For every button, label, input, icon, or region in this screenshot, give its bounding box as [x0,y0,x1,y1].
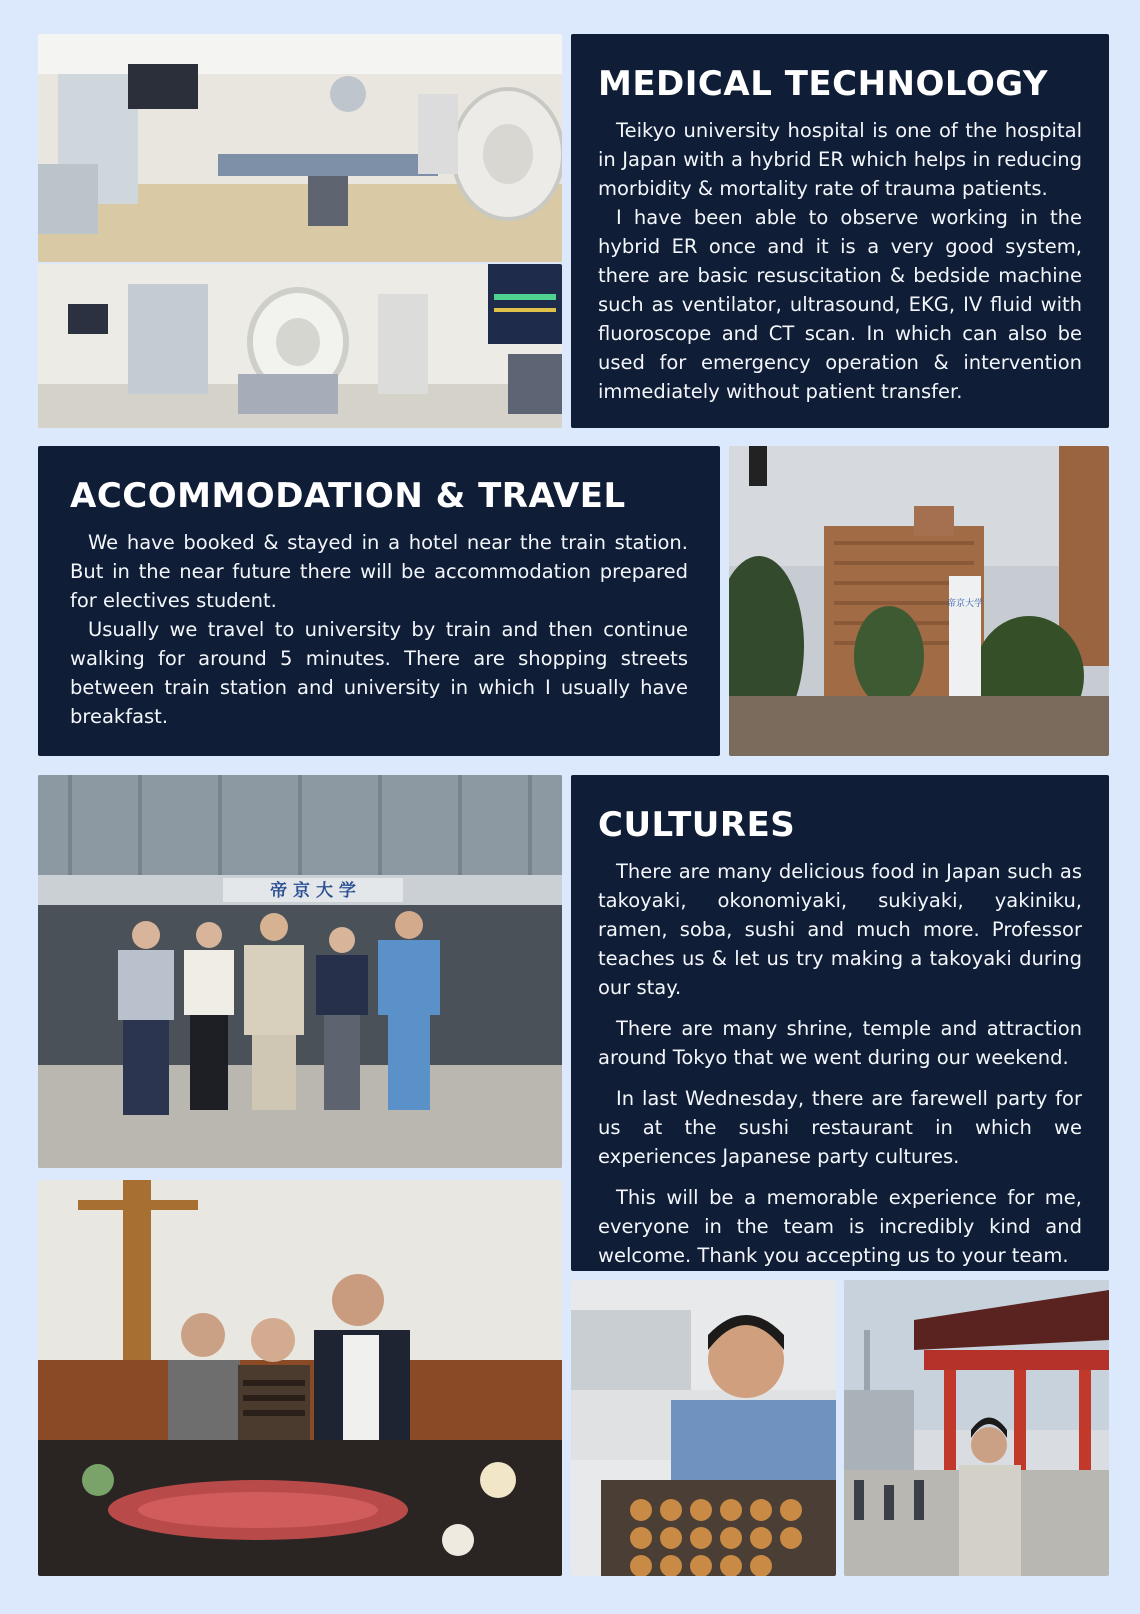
cultures-title: CULTURES [598,805,796,845]
cultures-panel [571,775,1109,1271]
medical-paragraph-1: Teikyo university hospital is one of the hospital in Japan with a hybrid ER which helps in reducing morbidity & mortality rate of trauma patients. [598,119,1082,200]
university-sign-text: 帝 京 大 学 [270,881,356,901]
cultures-paragraph-4: This will be a memorable experience for me, everyone in the team is incredibly kind and welcome. Thank you accepting us to your team. [598,1186,1082,1267]
hybrid-er-photo-bottom [38,264,562,428]
medical-technology-panel [571,34,1109,428]
medical-technology-title: MEDICAL TECHNOLOGY [598,64,1049,104]
cultures-paragraph-3: In last Wednesday, there are farewell party for us at the sushi restaurant in which we experiences Japanese party cultures. [598,1087,1082,1168]
cultures-paragraph-1: There are many delicious food in Japan such as takoyaki, okonomiyaki, sukiyaki, yakiniku, ramen, soba, sushi and much more. Professor teaches us & let us try making a takoyaki during our stay. [598,860,1082,999]
medical-paragraph-2: I have been able to observe working in the hybrid ER once and it is a very good system, there are basic resuscitation & bedside machine such as ventilator, ultrasound, EKG, IV fluid with fluoroscope and CT scan. In which can also be used for emergency operation & intervention immediately without patient transfer. [598,206,1082,403]
university-building-photo [729,446,1109,756]
hybrid-er-photo-top [38,34,562,262]
accommodation-travel-panel [38,446,720,756]
accommodation-paragraph-2: Usually we travel to university by train and then continue walking for around 5 minutes. There are shopping streets between train station and university in which I usually have breakfast. [70,618,688,728]
accommodation-travel-title: ACCOMMODATION & TRAVEL [70,476,626,516]
cultures-paragraph-2: There are many shrine, temple and attraction around Tokyo that we went during our weekend. [598,1017,1082,1069]
svg-text:帝京大学: 帝京大学 [946,599,984,609]
accommodation-paragraph-1: We have booked & stayed in a hotel near the train station. But in the near future there will be accommodation prepared for electives student. [70,531,688,612]
group-at-university-photo [38,775,562,1168]
takoyaki-photo [571,1280,836,1576]
temple-gate-photo [844,1280,1109,1576]
farewell-party-photo [38,1180,562,1576]
